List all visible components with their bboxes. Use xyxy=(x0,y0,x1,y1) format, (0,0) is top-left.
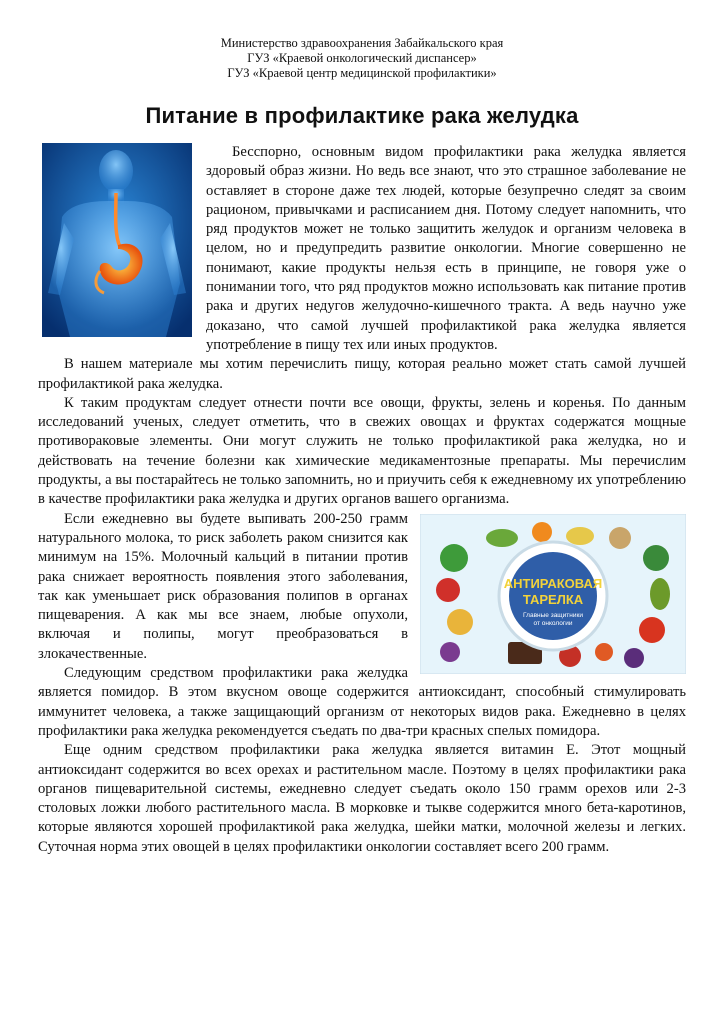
document-page xyxy=(38,36,686,857)
poster-subtitle-line-1: Главные защитники xyxy=(523,611,583,619)
paragraph-6: Еще одним средством профилактики рака желудка является витамин Е. Этот мощный антиоксидант содержится во всех орехах и растительном масле. Поэтому в целях профилактики рака органов пищеварительной системы, ежедневно следует съедать около 150 грамм орехов или 2-3 столовых ложки любого растительного масла. В морковке и тыкве содержится много бета-каротинов, которые являются хорошей профилактикой рака желудка, шейки матки, молочной железы и легких. Суточная норма этих овощей в целях профилактики онкологии составляет всего 200 грамм. xyxy=(38,742,686,855)
article-body xyxy=(38,143,686,857)
poster-title-line-2: ТАРЕЛКА xyxy=(522,591,584,607)
paragraph-5: Следующим средством профилактики рака желудка является помидор. В этом вкусном овоще содержится антиоксидант, способный стимулировать иммунитет человека, а также защищающий организм от некоторых видов рака. Ежедневно в целях профилактики рака желудка рекомендуется съедать по два-три красных спелых помидора. xyxy=(38,665,686,739)
paragraph-2: В нашем материале мы хотим перечислить пищу, которая реально может стать самой лучшей профилактикой рака желудка. xyxy=(38,356,686,392)
document-title: Питание в профилактике рака желудка xyxy=(145,103,579,128)
document-header xyxy=(38,36,686,81)
ministry-line: Министерство здравоохранения Забайкальского края xyxy=(220,36,504,50)
prevention-center-line: ГУЗ «Краевой центр медицинской профилактики» xyxy=(227,66,497,80)
anatomy-stomach-image xyxy=(42,143,192,337)
poster-title-line-1: АНТИРАКОВАЯ xyxy=(503,575,603,591)
poster-subtitle-line-2: от онкологии xyxy=(533,619,573,627)
paragraph-1: Бесспорно, основным видом профилактики рака желудка является здоровый образ жизни. Но ведь все знают, что это страшное заболевание не оставляет в стороне даже тех людей, которые безупречно следят за своим рационом, привычками и расписанием дня. Потому следует напомнить, что ряд продуктов может не только защитить желудок и организм человека в целом, но и предупредить развитие онкологии. Многие совершенно не понимают, какие продукты нельзя есть в принципе, не говоря уже о понимании того, что ряд продуктов можно использовать как питание против рака и других недугов желудочно-кишечного тракта. А ведь научно уже доказано, что самой лучшей профилактикой рака желудка является употребление в пищу тех или иных продуктов. xyxy=(206,144,686,353)
anticancer-plate-poster xyxy=(420,514,686,674)
paragraph-4: Если ежедневно вы будете выпивать 200-250 грамм натурального молока, то риск заболеть раком снизится как минимум на 15%. Молочный кальций в питании против рака снижает вероятность появления этого заболевания, так как уменьшает риск образования полипов в органах пищеварения. А как мы все знаем, любые опухоли, включая и полипы, могут преобразоваться в злокачественные. xyxy=(38,510,408,662)
oncology-dispensary-line: ГУЗ «Краевой онкологический диспансер» xyxy=(247,51,477,65)
paragraph-3: К таким продуктам следует отнести почти все овощи, фрукты, зелень и коренья. По данным исследований ученых, следует отметить, что в свежих овощах и фруктах содержатся мощные противораковые элементы. Они могут служить не только профилактикой рака желудка, но и действовать на течение болезни как химические медикаментозные препараты. Мы перечислим продукты, а вы постарайтесь не только запомнить, но и приучить себя к ежедневному их употреблению в качестве профилактики рака желудка и других органов вашего организма. xyxy=(38,394,686,508)
